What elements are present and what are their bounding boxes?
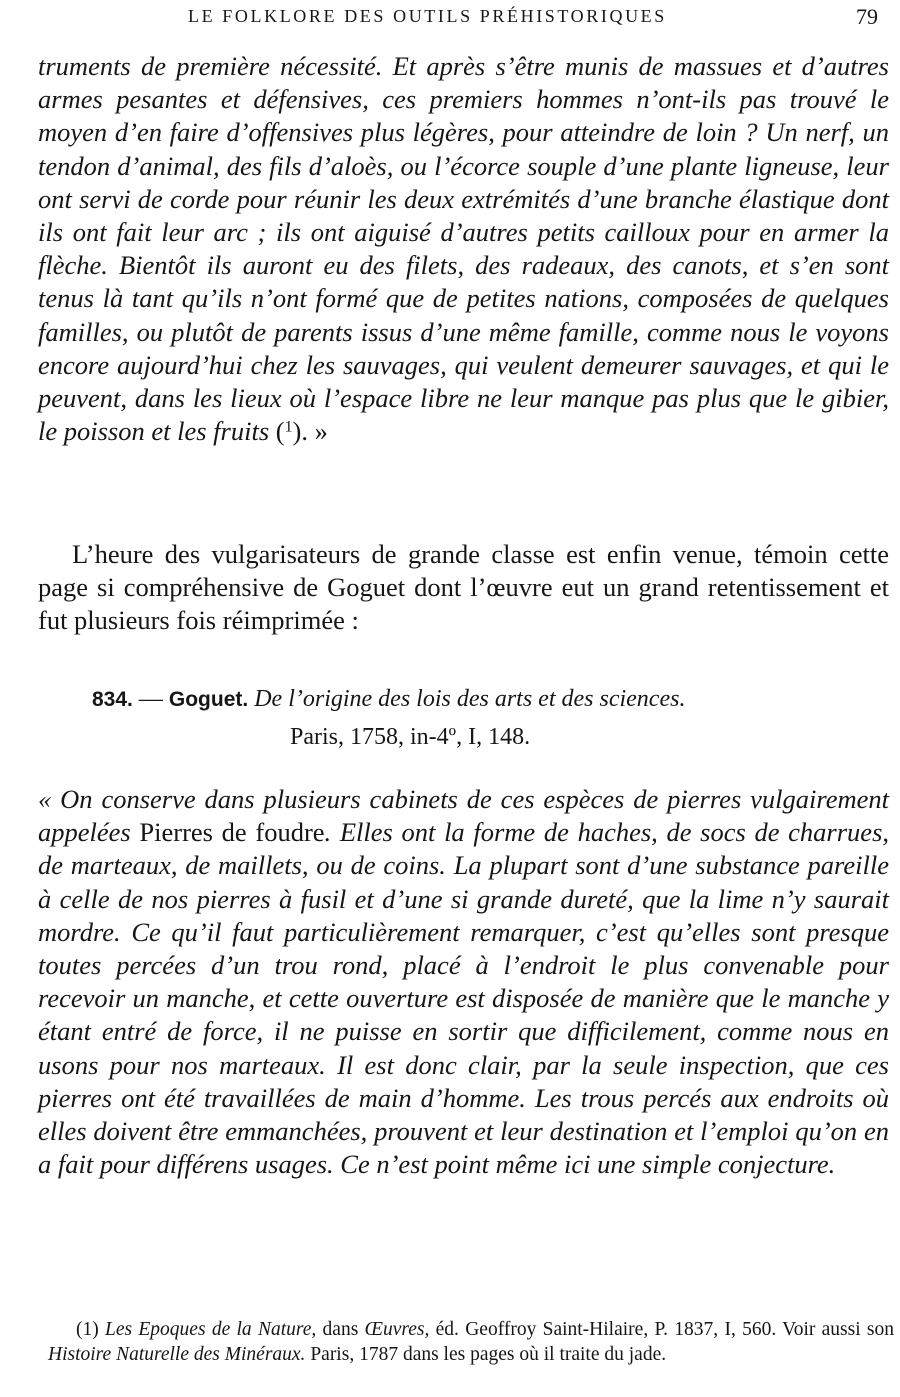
footnote-reference: ($^1$) (275, 416, 302, 447)
quotation-text (38, 50, 889, 448)
reference-number: 834. (92, 688, 133, 711)
page-number: 79 (856, 4, 878, 29)
footnote-marker: (1) (76, 1319, 99, 1340)
reference-imprint: Paris, 1758, in-4º, I, 148. (290, 724, 531, 750)
quotation-part-2: . Elles ont la forme de haches, de socs de charrues, de marteaux, de maillets, ou de coins. La plupart sont d’une substance pareille à celle de nos pierres à fusil et d’une si grande dureté, que la lime n’y saurait mordre. Ce qu’il faut particulièrement remarquer, c’est qu’elles sont presque toutes percées d’un trou rond, placé à l’endroit le plus convenable pour recevoir un manche, et cette ouverture est disposée de manière que le manche y étant entré de force, il ne puisse en sortir que difficilement, comme nous en usons pour nos marteaux. Il est donc clair, par la seule inspection, que ces pierres ont été travaillées de main d’homme. Les trous percés aux endroits où elles doivent être emmanchées, prouvent et leur destination et l’emploi qu’on en a fait pour différens usages. Ce n’est point même ici une simple conjecture. (38, 817, 890, 1180)
quotation-body: truments de première nécessité. Et après s’être munis de massues et d’autres armes pesantes et défensives, ces premiers hommes n’ont-ils pas trouvé le moyen d’en faire d’offensives plus légères, pour atteindre de loin ? Un nerf, un tendon d’animal, des fils d’aloès, ou l’écorce souple d’une plante ligneuse, leur ont servi de corde pour réunir les deux extrémités d’une branche élastique dont ils ont fait leur arc ; ils ont aiguisé d’autres petits cailloux pour en armer la flèche. Bientôt ils auront eu des filets, des radeaux, des canots, et s’en sont tenus là tant qu’ils n’ont formé que de petites nations, composées de quelques familles, ou plutôt de parents issus d’une même famille, comme nous le voyons encore aujourd’hui chez les sauvages, qui veulent demeurer sauvages, et qui le peuvent, dans les lieux où l’espace libre ne leur manque pas plus que le gibier, le poisson et les fruits (38, 51, 889, 447)
footnote-work-2: Histoire Naturelle des Minéraux. (48, 1344, 306, 1365)
reference-author: Goguet. (168, 688, 249, 711)
goguet-quotation-text (38, 783, 889, 1181)
footnote-ref-number: 1 (284, 418, 293, 436)
running-title: LE FOLKLORE DES OUTILS PRÉHISTORIQUES (188, 6, 667, 26)
footnote-text-1: dans (316, 1319, 365, 1340)
reference-title: De l’origine des lois des arts et des sciences. (254, 686, 686, 712)
footnote-text-2: éd. Geoffroy Saint-Hilaire, P. 1837, I, 560. Voir aussi son (429, 1319, 895, 1340)
goguet-quotation (38, 783, 889, 1181)
body-paragraph: L’heure des vulgarisateurs de grande classe est enfin venue, témoin cette page si compréhensive de Goguet dont l’œuvre eut un grand retentissement et fut plusieurs fois réimprimée : (38, 539, 889, 636)
page-header (0, 6, 900, 34)
quotation-part-1: « On conserve dans plusieurs cabinets de ces espèces de pierres vulgairement appelées (38, 784, 889, 848)
quotation-closing: . » (301, 416, 328, 447)
quotation-term: Pierres de foudre (139, 817, 325, 848)
reference-line-1 (92, 680, 685, 719)
footnote-work: Œuvres, (364, 1319, 430, 1340)
quotation-continued (38, 50, 889, 448)
footnote-title: Les Epoques de la Nature, (105, 1319, 317, 1340)
footnote-text-3: Paris, 1787 dans les pages où il traite du jade. (305, 1344, 667, 1365)
reference-dash: — (138, 686, 163, 712)
footnote (48, 1317, 894, 1367)
